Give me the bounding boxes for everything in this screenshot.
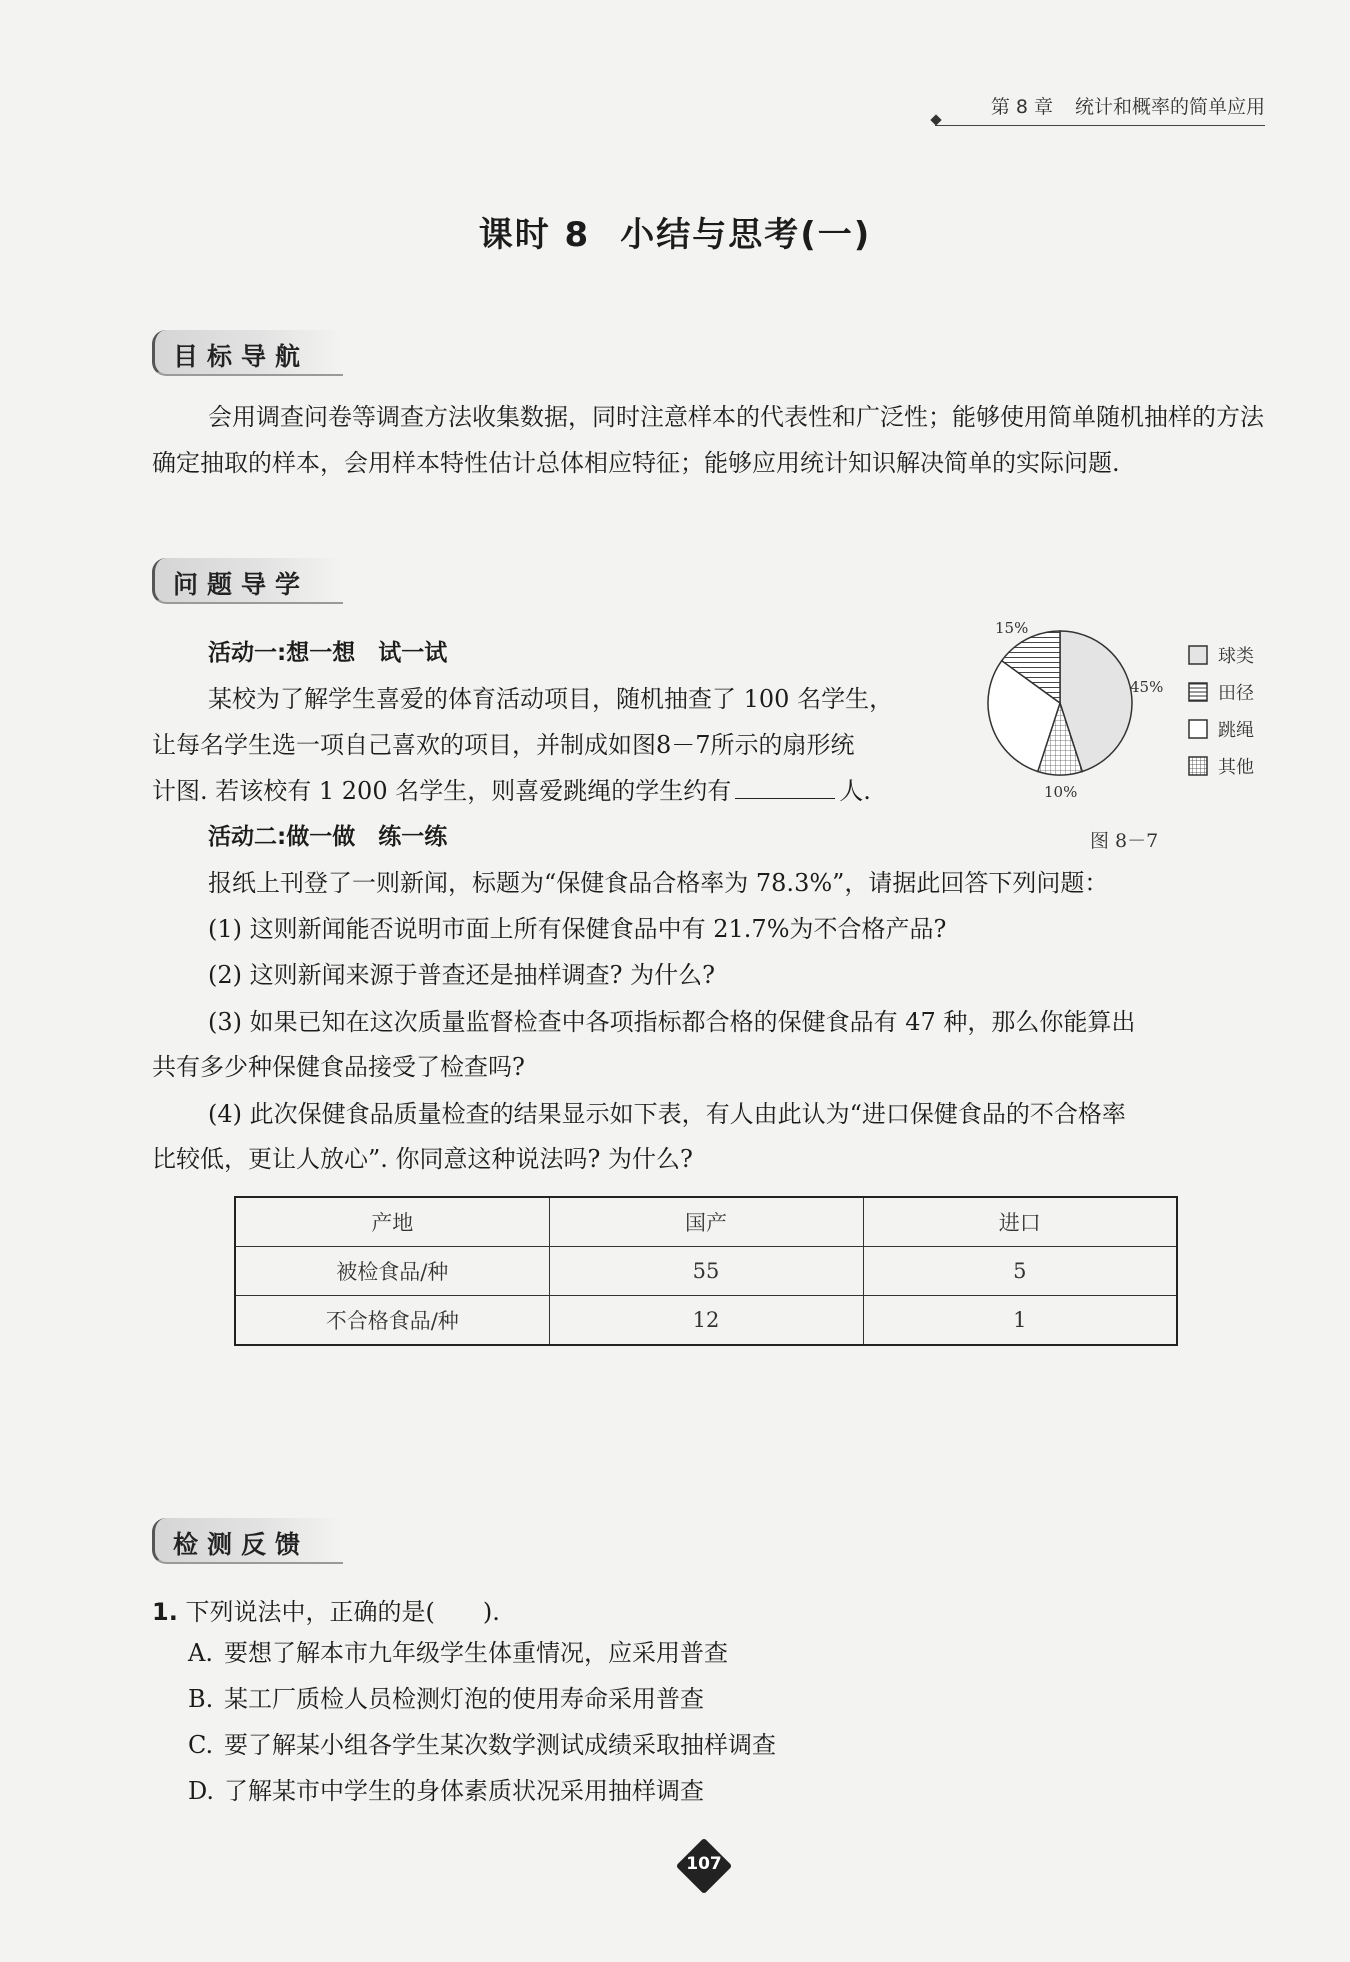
- legend-item-other: [1188, 747, 1254, 784]
- section-badge-feedback: [152, 1518, 343, 1564]
- activity1-line1: 某校为了解学生喜爱的体育活动项目，随机抽查了 100 名学生，: [208, 685, 894, 713]
- option-c[interactable]: [188, 1722, 776, 1768]
- activity2-q3-line1: (3) 如果已知在这次质量监督检查中各项指标都合格的保健食品有 47 种，那么你能算出: [208, 1008, 1136, 1036]
- legend-label-other: 其他: [1218, 756, 1254, 778]
- legend-label-track: 田径: [1218, 682, 1254, 704]
- table-cell: 5: [863, 1247, 1177, 1296]
- goal-text: 会用调查问卷等调查方法收集数据，同时注意样本的代表性和广泛性；能够使用简单随机抽样的方法确定抽取的样本，会用样本特性估计总体相应特征；能够应用统计知识解决简单的实际问题.: [152, 403, 1264, 477]
- section-title-guide: 问题导学: [173, 570, 310, 599]
- table-header-row: [235, 1197, 1177, 1247]
- pie-label-10: 10%: [1044, 783, 1078, 801]
- running-header: [935, 92, 1265, 126]
- pie-legend: [1188, 636, 1254, 784]
- activity2-q1: (1) 这则新闻能否说明市面上所有保健食品中有 21.7%为不合格产品?: [208, 915, 947, 943]
- option-a[interactable]: [188, 1630, 776, 1676]
- chapter-number: 第 8 章: [990, 96, 1053, 118]
- activity1-line2: 让每名学生选一项自己喜欢的项目，并制成如图8－7所示的扇形统: [152, 731, 855, 759]
- legend-item-rope: [1188, 710, 1254, 747]
- table-row: [235, 1247, 1177, 1296]
- activity2-q4-line1: (4) 此次保健食品质量检查的结果显示如下表，有人由此认为“进口保健食品的不合格率: [208, 1100, 1126, 1128]
- question-1: [152, 1592, 500, 1627]
- question-number: 1.: [152, 1598, 178, 1626]
- option-b[interactable]: [188, 1676, 776, 1722]
- activity2-q2: (2) 这则新闻来源于普查还是抽样调查? 为什么?: [208, 961, 715, 989]
- option-letter: D.: [188, 1777, 215, 1805]
- option-text: 了解某市中学生的身体素质状况采用抽样调查: [224, 1777, 704, 1805]
- lesson-name: 小结与思考(一): [620, 215, 872, 255]
- question-1-options: [188, 1630, 776, 1814]
- lesson-number: 课时 8: [478, 215, 591, 255]
- table-cell: 不合格食品/种: [235, 1296, 549, 1346]
- inspection-table: [234, 1196, 1178, 1346]
- page-number: [680, 1842, 728, 1890]
- page-title: [0, 207, 1350, 256]
- legend-swatch-ball: [1188, 645, 1208, 665]
- figure-caption: 图 8－7: [1090, 830, 1159, 852]
- table-header-cell: 产地: [235, 1197, 549, 1247]
- activity1-line3: [152, 771, 871, 806]
- activity1-heading: 活动一:想一想 试一试: [208, 640, 448, 666]
- table-row: [235, 1296, 1177, 1346]
- chapter-title: 统计和概率的简单应用: [1074, 96, 1265, 118]
- activity2-q4-line2: 比较低，更让人放心”. 你同意这种说法吗? 为什么?: [152, 1145, 693, 1173]
- question-stem: 下列说法中，正确的是( ).: [185, 1598, 500, 1626]
- table-cell: 被检食品/种: [235, 1247, 549, 1296]
- pie-chart: [950, 605, 1180, 805]
- legend-item-ball: [1188, 636, 1254, 673]
- option-letter: B.: [188, 1685, 214, 1713]
- legend-label-ball: 球类: [1218, 645, 1254, 667]
- table-header-cell: 进口: [863, 1197, 1177, 1247]
- option-letter: A.: [188, 1639, 213, 1667]
- answer-blank[interactable]: [735, 776, 835, 799]
- option-text: 要了解某小组各学生某次数学测试成绩采取抽样调查: [224, 1731, 776, 1759]
- section-title-goal: 目标导航: [173, 342, 310, 371]
- legend-label-rope: 跳绳: [1218, 719, 1254, 741]
- option-d[interactable]: [188, 1768, 776, 1814]
- activity2-heading: 活动二:做一做 练一练: [208, 824, 448, 850]
- option-text: 要想了解本市九年级学生体重情况，应采用普查: [224, 1639, 728, 1667]
- section-badge-goal: [152, 330, 343, 376]
- table-cell: 1: [863, 1296, 1177, 1346]
- table-cell: 55: [549, 1247, 863, 1296]
- section-badge-guide: [152, 558, 343, 604]
- page-number-text: 107: [686, 1854, 722, 1874]
- activity1-line3-end: 人.: [839, 777, 871, 805]
- pie-label-15: 15%: [995, 619, 1029, 637]
- legend-swatch-track: [1188, 682, 1208, 702]
- legend-item-track: [1188, 673, 1254, 710]
- pie-label-45: 45%: [1130, 678, 1164, 696]
- table-header-cell: 国产: [549, 1197, 863, 1247]
- pie-slices: [988, 631, 1132, 775]
- table-cell: 12: [549, 1296, 863, 1346]
- section-title-feedback: 检测反馈: [173, 1530, 310, 1559]
- legend-swatch-rope: [1188, 719, 1208, 739]
- activity1-line3-text: 计图. 若该校有 1 200 名学生，则喜爱跳绳的学生约有: [152, 777, 732, 805]
- legend-swatch-other: [1188, 756, 1208, 776]
- activity2-q3-line2: 共有多少种保健食品接受了检查吗?: [152, 1053, 525, 1081]
- activity2-intro: 报纸上刊登了一则新闻，标题为“保健食品合格率为 78.3%”，请据此回答下列问题：: [208, 869, 1109, 897]
- option-letter: C.: [188, 1731, 214, 1759]
- option-text: 某工厂质检人员检测灯泡的使用寿命采用普查: [224, 1685, 704, 1713]
